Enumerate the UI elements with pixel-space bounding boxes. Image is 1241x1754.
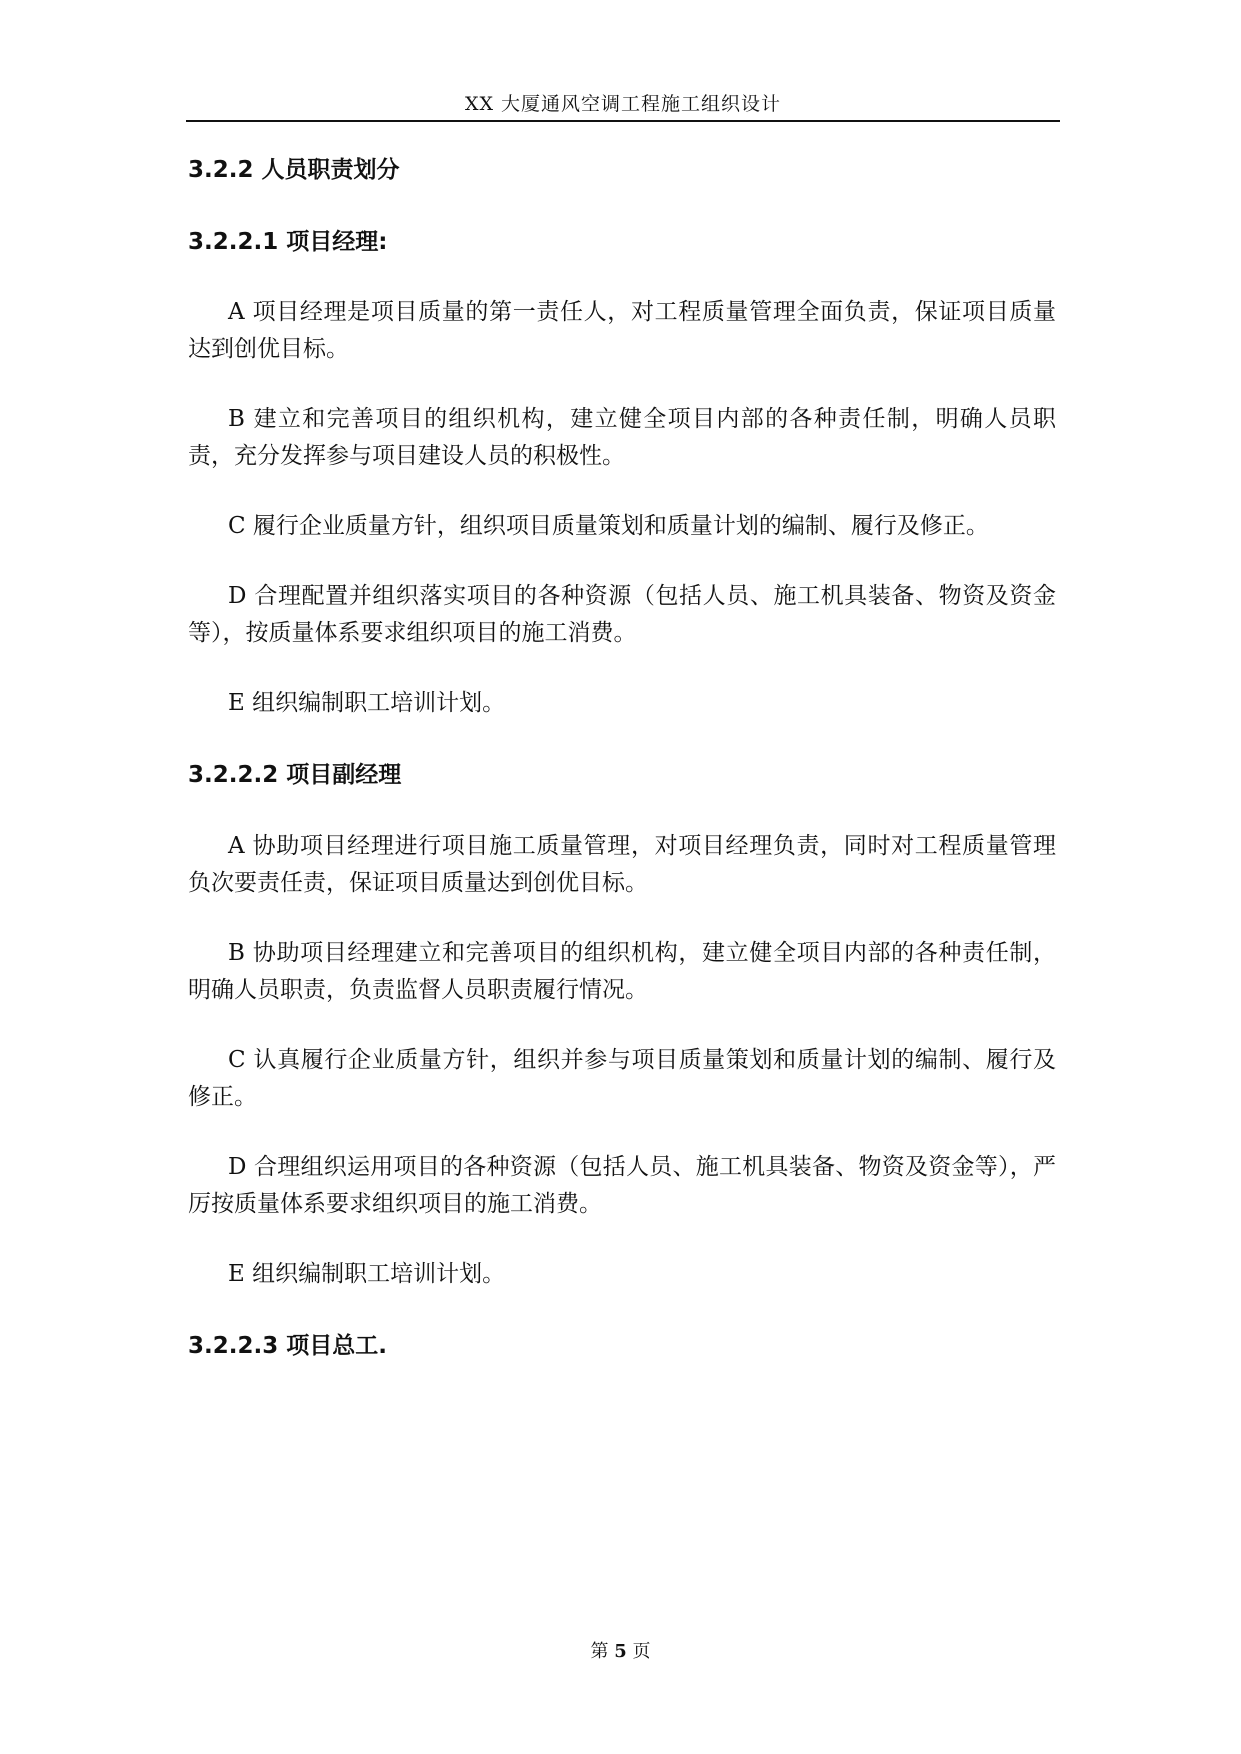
paragraph-deputy-c: C 认真履行企业质量方针，组织并参与项目质量策划和质量计划的编制、履行及修正。 (188, 1047, 1056, 1110)
section-heading-3-2-2: 3.2.2 人员职责划分 (188, 157, 400, 183)
section-heading-3-2-2-2: 3.2.2.2 项目副经理 (188, 762, 402, 788)
section-heading-3-2-2-3: 3.2.2.3 项目总工. (188, 1333, 387, 1359)
page-number-prefix: 第 (590, 1641, 609, 1662)
paragraph-manager-e: E 组织编制职工培训计划。 (228, 690, 506, 716)
paragraph-deputy-d: D 合理组织运用项目的各种资源（包括人员、施工机具装备、物资及资金等），严厉按质量体系要求组织项目的施工消费。 (188, 1154, 1056, 1217)
paragraph-deputy-a: A 协助项目经理进行项目施工质量管理，对项目经理负责，同时对工程质量管理负次要责任责，保证项目质量达到创优目标。 (188, 833, 1056, 896)
page-number-suffix: 页 (632, 1641, 651, 1662)
header-divider (186, 120, 1060, 122)
paragraph-manager-a: A 项目经理是项目质量的第一责任人，对工程质量管理全面负责，保证项目质量达到创优目标。 (188, 299, 1056, 362)
paragraph-manager-d: D 合理配置并组织落实项目的各种资源（包括人员、施工机具装备、物资及资金等），按质量体系要求组织项目的施工消费。 (188, 583, 1056, 646)
page-number-value: 5 (614, 1641, 627, 1662)
paragraph-deputy-b: B 协助项目经理建立和完善项目的组织机构，建立健全项目内部的各种责任制，明确人员职责，负责监督人员职责履行情况。 (188, 940, 1056, 1003)
page-header-title: XX 大厦通风空调工程施工组织设计 (464, 93, 782, 115)
paragraph-deputy-e: E 组织编制职工培训计划。 (228, 1261, 506, 1287)
section-heading-3-2-2-1: 3.2.2.1 项目经理: (188, 229, 388, 255)
document-body (188, 150, 1056, 1366)
paragraph-manager-c: C 履行企业质量方针，组织项目质量策划和质量计划的编制、履行及修正。 (228, 513, 989, 539)
page-number (0, 1640, 1241, 1664)
paragraph-manager-b: B 建立和完善项目的组织机构，建立健全项目内部的各种责任制，明确人员职责，充分发挥参与项目建设人员的积极性。 (188, 406, 1056, 469)
